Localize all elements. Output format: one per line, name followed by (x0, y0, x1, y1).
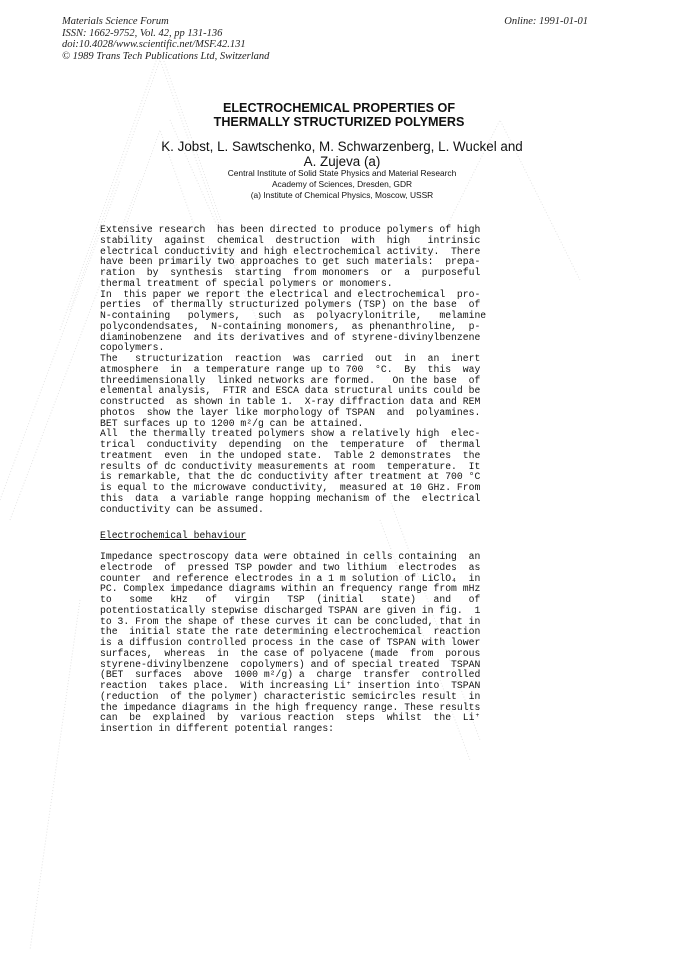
text-line: potentiostatically stepwise discharged TSPAN are given in fig. 1 (100, 604, 481, 616)
text-line: electrode of pressed TSP powder and two lithium electrodes as (100, 561, 481, 573)
text-line: results of dc conductivity measurements at room temperature. It (100, 460, 481, 472)
text-line: stability against chemical destruction with high intrinsic (100, 234, 481, 246)
text-line: have been primarily two approaches to get such materials: prepa- (100, 256, 481, 268)
text-line: counter and reference electrodes in a 1 m solution of LiClO₄ in (100, 572, 481, 584)
text-line: is equal to the microwave conductivity, measured at 10 GHz. From (100, 482, 481, 493)
text-line: reaction takes place. With increasing Li⁺ insertion into TSPAN (100, 680, 481, 691)
text-line: Impedance spectroscopy data were obtained in cells containing an (100, 551, 481, 562)
doi-link[interactable]: doi:10.4028/www.scientific.net/MSF.42.131 (62, 39, 246, 50)
text-line: ration by synthesis starting from monomers or a purposeful (100, 267, 481, 278)
issn-line: ISSN: 1662-9752, Vol. 42, pp 131-136 (62, 27, 223, 39)
journal-name: Materials Science Forum (62, 16, 169, 27)
paper-title (0, 101, 678, 129)
text-line: (BET surfaces above 1000 m²/g) a charge transfer controlled (100, 669, 481, 681)
text-line: Extensive research has been directed to produce polymers of high (100, 224, 481, 235)
affiliations (0, 168, 678, 201)
text-line: thermal treatment of special polymers or monomers. (100, 277, 393, 289)
title-line: THERMALLY STRUCTURIZED POLYMERS (213, 115, 465, 129)
introduction-text (100, 225, 528, 515)
text-line: N-containing polymers, such as polyacrylonitrile, melamine (100, 310, 487, 321)
affiliation-line: Academy of Sciences, Dresden, GDR (271, 179, 413, 189)
section-heading-electrochemical-behaviour: Electrochemical behaviour (100, 530, 247, 541)
text-line: trical conductivity depending on the temperature of thermal (100, 439, 481, 450)
authors-line: K. Jobst, L. Sawtschenko, M. Schwarzenberg, L. Wuckel and (161, 139, 523, 154)
text-line: diaminobenzene and its derivatives and of styrene-divinylbenzene (100, 331, 481, 343)
text-line: BET surfaces up to 1200 m²/g can be attained. (100, 417, 364, 429)
text-line: the initial state the rate determining electrochemical reaction (100, 626, 481, 638)
affiliation-line: Central Institute of Solid State Physics and Material Research (227, 168, 457, 178)
author-list (0, 140, 678, 169)
text-line: All the thermally treated polymers show a relatively high elec- (100, 428, 481, 440)
text-line: electrical conductivity and high electrochemical activity. There (100, 245, 481, 257)
text-line: polycondendsates, N-containing monomers, as phenanthroline, p- (100, 320, 481, 332)
text-line: (reduction of the polymer) characteristic semicircles result in (100, 690, 481, 702)
text-line: atmosphere in a temperature range up to 700 °C. By this way (100, 363, 481, 375)
text-line: PC. Complex impedance diagrams within an frequency range from mHz (100, 583, 481, 595)
text-line: In this paper we report the electrical and electrochemical pro- (100, 288, 481, 300)
text-line: The structurization reaction was carried out in an inert (100, 353, 481, 364)
text-line: is a diffusion controlled process in the case of TSPAN with lower (100, 637, 481, 648)
title-line: ELECTROCHEMICAL PROPERTIES OF (222, 101, 456, 115)
text-line: constructed as shown in table 1. X-ray diffraction data and REM (100, 396, 481, 407)
text-line: threedimensionally linked networks are formed. On the base of (100, 374, 481, 386)
text-line: can be explained by various reaction steps whilst the Li⁺ (100, 712, 481, 724)
text-line: is remarkable, that the dc conductivity after treatment at 700 °C (100, 471, 481, 483)
electrochemical-behaviour-text (100, 552, 528, 735)
text-line: conductivity can be assumed. (100, 503, 264, 515)
text-line: surfaces, whereas in the case of polyacene (made from porous (100, 647, 481, 659)
text-line: copolymers. (100, 342, 165, 354)
text-line: styrene-divinylbenzene copolymers) and of special treated TSPAN (100, 658, 481, 670)
online-date: Online: 1991-01-01 (504, 16, 588, 27)
text-line: treatment even in the undoped state. Table 2 demonstrates the (100, 449, 481, 461)
journal-header (62, 16, 269, 62)
text-line: photos show the layer like morphology of TSPAN and polyamines. (100, 406, 481, 418)
text-line: the impedance diagrams in the high frequency range. These results (100, 701, 481, 713)
text-line: to some kHz of virgin TSP (initial state) and of (100, 594, 481, 605)
text-line: this data a variable range hopping mechanism of the electrical (100, 492, 481, 504)
copyright-line: © 1989 Trans Tech Publications Ltd, Switzerland (62, 50, 270, 62)
text-line: insertion in different potential ranges: (100, 723, 335, 734)
authors-line: A. Zujeva (a) (303, 153, 381, 169)
text-line: elemental analysis, FTIR and ESCA data structural units could be (100, 385, 481, 397)
text-line: to 3. From the shape of these curves it can be concluded, that in (100, 615, 481, 627)
text-line: perties of thermally structurized polymers (TSP) on the base of (100, 299, 481, 311)
affiliation-line: (a) Institute of Chemical Physics, Moscow, USSR (250, 190, 434, 200)
